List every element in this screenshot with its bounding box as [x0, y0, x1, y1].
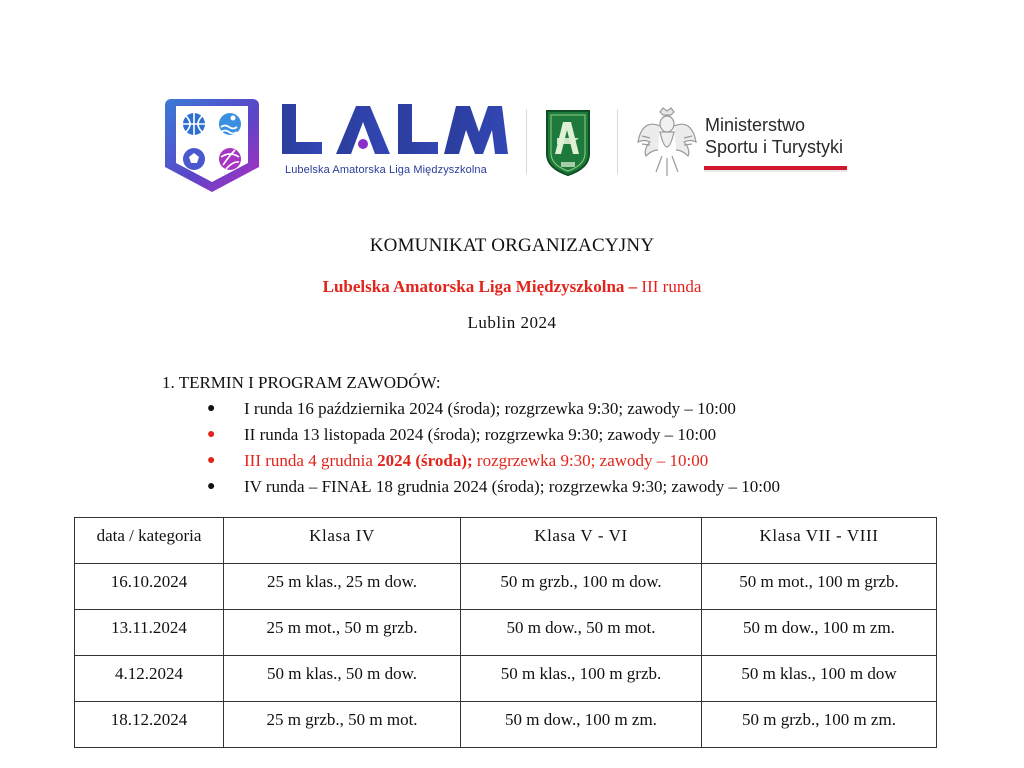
subtitle-round: III runda	[637, 277, 702, 296]
ministry-line-1: Ministerstwo	[705, 115, 806, 135]
subtitle-league-name: Lubelska Amatorska Liga Międzyszkolna –	[322, 277, 638, 296]
table-cell: 50 m klas., 100 m grzb.	[461, 656, 702, 702]
column-header: Klasa VII - VIII	[702, 518, 937, 564]
azs-logo	[543, 108, 593, 178]
table-cell-date: 4.12.2024	[75, 656, 224, 702]
table-cell: 50 m klas., 100 m dow	[702, 656, 937, 702]
table-cell: 25 m grzb., 50 m mot.	[224, 702, 461, 748]
header-logos	[0, 0, 1024, 210]
lalm-wordmark-logo	[278, 98, 510, 158]
table-cell: 50 m dow., 100 m zm.	[461, 702, 702, 748]
round-text: II runda 13 listopada 2024 (środa); rozgrzewka 9:30; zawody – 10:00	[244, 425, 717, 444]
table-header-row	[75, 518, 937, 564]
round-text: I runda 16 października 2024 (środa); rozgrzewka 9:30; zawody – 10:00	[244, 399, 736, 418]
table-cell-date: 13.11.2024	[75, 610, 224, 656]
table-cell: 25 m mot., 50 m grzb.	[224, 610, 461, 656]
section-heading: 1. TERMIN I PROGRAM ZAWODÓW:	[162, 373, 441, 392]
column-header: data / kategoria	[75, 518, 224, 564]
lalm-badge-logo	[163, 95, 261, 195]
column-header: Klasa IV	[224, 518, 461, 564]
list-item	[207, 398, 780, 424]
logo-divider	[526, 110, 527, 174]
round-text-post: rozgrzewka 9:30; zawody – 10:00	[472, 451, 709, 470]
table-row	[75, 702, 937, 748]
bullet-icon: ●	[207, 479, 216, 494]
table-cell-date: 18.12.2024	[75, 702, 224, 748]
rounds-list	[207, 398, 780, 502]
table-cell: 50 m grzb., 100 m zm.	[702, 702, 937, 748]
table-cell: 50 m grzb., 100 m dow.	[461, 564, 702, 610]
list-item	[207, 424, 780, 450]
table-cell-date: 16.10.2024	[75, 564, 224, 610]
logo-divider	[617, 110, 618, 174]
bullet-icon: ●	[207, 453, 216, 468]
round-text-bold: 2024 (środa);	[377, 451, 473, 470]
column-header: Klasa V - VI	[461, 518, 702, 564]
document-subtitle	[0, 277, 1024, 297]
bullet-icon: ●	[207, 401, 216, 416]
table-cell: 50 m dow., 50 m mot.	[461, 610, 702, 656]
table-cell: 50 m klas., 50 m dow.	[224, 656, 461, 702]
ministry-line-2: Sportu i Turystyki	[705, 137, 844, 157]
round-text-pre: III runda 4 grudnia	[244, 451, 378, 470]
schedule-table	[74, 517, 937, 748]
list-item	[207, 476, 780, 502]
ministry-logo-text	[705, 114, 843, 158]
table-cell: 50 m dow., 100 m zm.	[702, 610, 937, 656]
lalm-full-name: Lubelska Amatorska Liga Międzyszkolna	[285, 164, 487, 176]
bullet-icon: ●	[207, 427, 216, 442]
place-and-year: Lublin 2024	[467, 313, 557, 332]
table-row	[75, 656, 937, 702]
ministry-grey-bar	[704, 170, 847, 172]
round-text: IV runda – FINAŁ 18 grudnia 2024 (środa); rozgrzewka 9:30; zawody – 10:00	[244, 477, 781, 496]
list-item	[207, 450, 780, 476]
table-row	[75, 564, 937, 610]
table-cell: 25 m klas., 25 m dow.	[224, 564, 461, 610]
table-cell: 50 m mot., 100 m grzb.	[702, 564, 937, 610]
polish-eagle-emblem	[636, 106, 698, 178]
document-title: KOMUNIKAT ORGANIZACYJNY	[369, 235, 655, 256]
table-row	[75, 610, 937, 656]
